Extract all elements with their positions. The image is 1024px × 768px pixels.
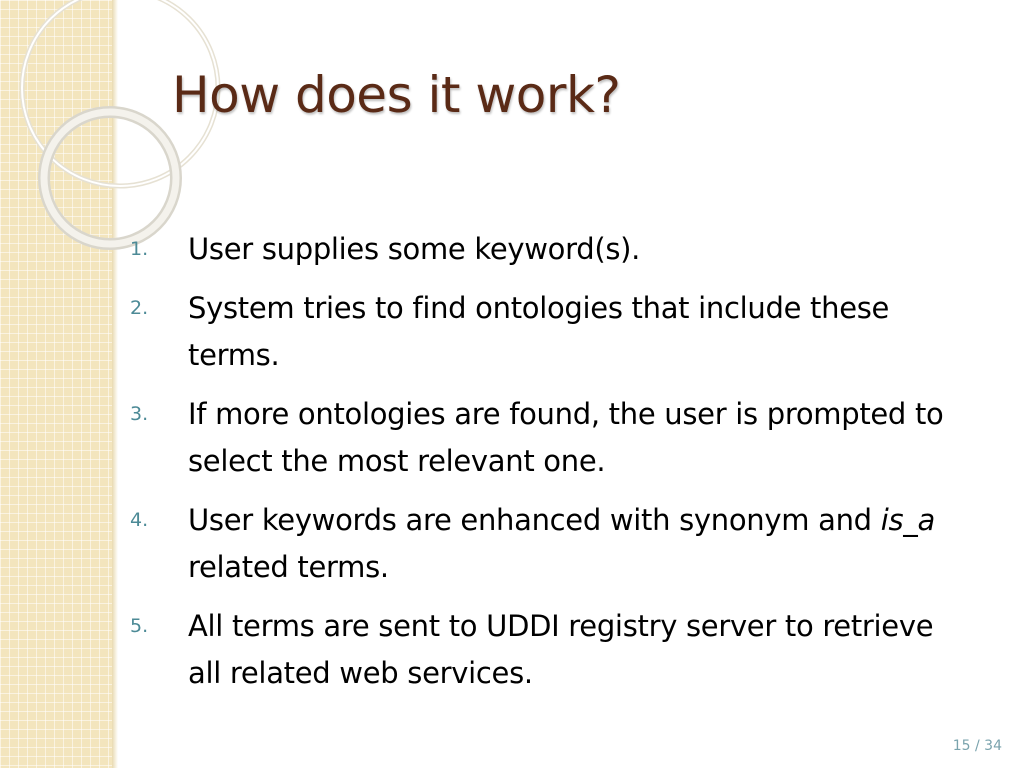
- step-number: 4.: [130, 509, 149, 531]
- list-item: [130, 226, 950, 273]
- step-text-after: related terms.: [188, 550, 389, 584]
- step-number: 5.: [130, 615, 149, 637]
- list-item: [130, 285, 950, 379]
- step-text: [188, 503, 935, 584]
- steps-list: [130, 226, 950, 709]
- page-number: 15 / 34: [952, 738, 1002, 754]
- step-text: System tries to find ontologies that include these terms.: [188, 291, 890, 372]
- step-text: All terms are sent to UDDI registry server to retrieve all related web services.: [188, 609, 934, 690]
- step-text: User supplies some keyword(s).: [188, 232, 641, 266]
- slide-title: How does it work?: [172, 66, 621, 124]
- list-item: [130, 391, 950, 485]
- step-text-before: User keywords are enhanced with synonym and: [188, 503, 881, 537]
- list-item: [130, 497, 950, 591]
- step-number: 1.: [130, 238, 149, 260]
- step-number: 2.: [130, 297, 149, 319]
- step-number: 3.: [130, 403, 149, 425]
- step-text-italic: is_a: [880, 503, 935, 537]
- step-text: If more ontologies are found, the user is prompted to select the most relevant one.: [188, 397, 944, 478]
- list-item: [130, 603, 950, 697]
